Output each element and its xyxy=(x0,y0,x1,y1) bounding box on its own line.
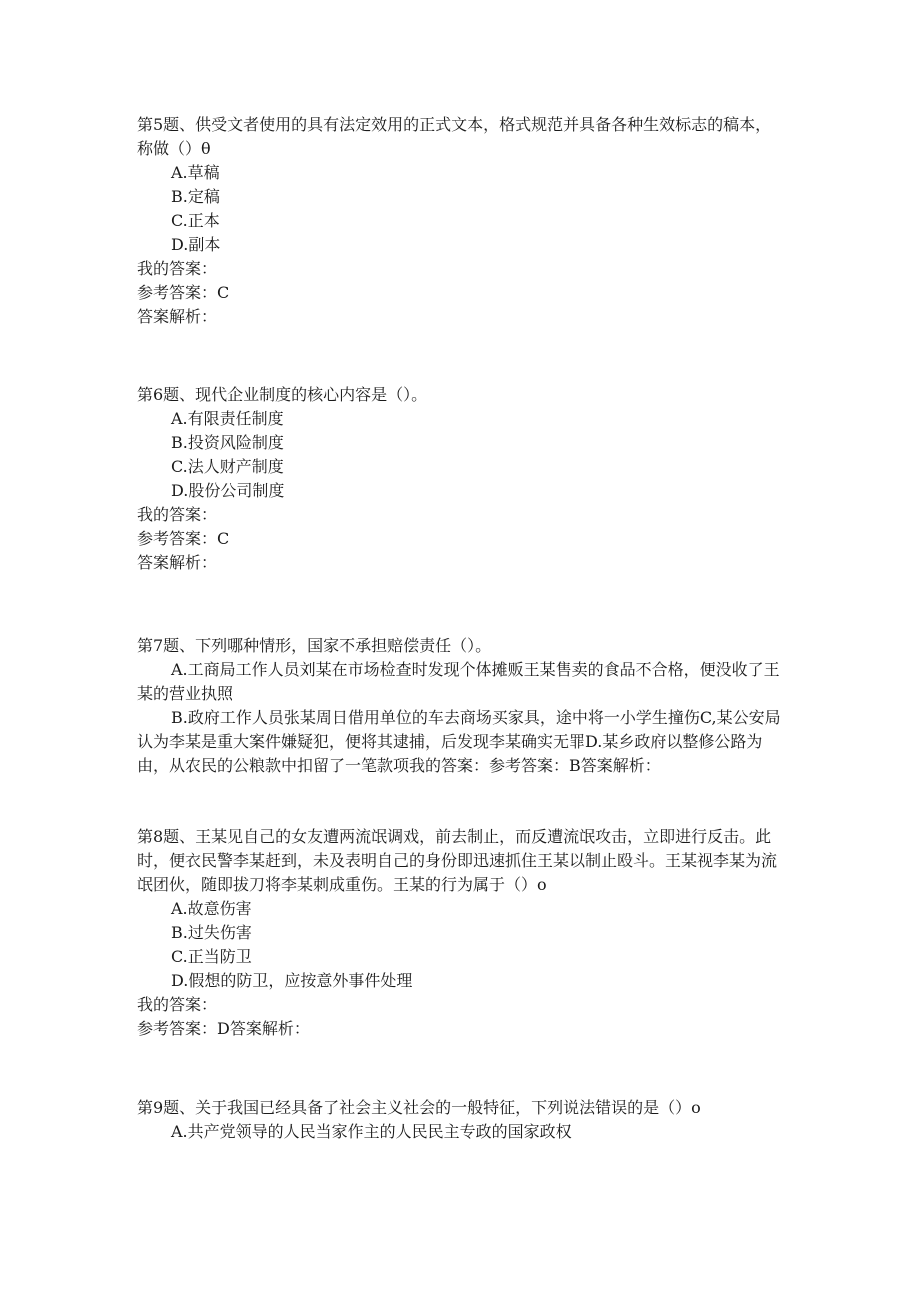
question-8 xyxy=(137,825,787,1041)
option-c: C.正当防卫 xyxy=(171,947,252,966)
question-stem: 第8题、王某见自己的女友遭两流氓调戏，前去制止，而反遭流氓攻击，立即进行反击。此时，便衣民警李某赶到，未及表明自己的身份即迅速抓住王某以制止殴斗。王某视李某为流氓团伙，随即拔刀将李某刺成重伤。王某的行为属于（）o xyxy=(137,827,778,894)
question-stem: 第6题、现代企业制度的核心内容是（）。 xyxy=(137,385,428,404)
option-b-paragraph: B.政府工作人员张某周日借用单位的车去商场买家具，途中将一小学生撞伤C,某公安局认为李某是重大案件嫌疑犯，便将其逮捕，后发现李某确实无罪D.某乡政府以整修公路为由，从农民的公粮款中扣留了一笔款项我的答案：参考答案：B答案解析： xyxy=(137,708,781,775)
reference-answer: 参考答案：C xyxy=(137,283,230,302)
answer-analysis: 答案解析： xyxy=(137,553,218,572)
option-c: C.法人财产制度 xyxy=(171,457,284,476)
reference-answer: 参考答案：C xyxy=(137,529,230,548)
option-d: D.股份公司制度 xyxy=(171,481,285,500)
option-a: A.故意伤害 xyxy=(171,899,252,918)
my-answer: 我的答案： xyxy=(137,505,218,524)
my-answer: 我的答案： xyxy=(137,995,218,1014)
question-9 xyxy=(137,1096,787,1144)
question-stem: 第9题、关于我国已经具备了社会主义社会的一般特征，下列说法错误的是（）o xyxy=(137,1098,701,1117)
option-d: D.假想的防卫，应按意外事件处理 xyxy=(171,971,413,990)
option-b: B.过失伤害 xyxy=(171,923,252,942)
question-stem: 第5题、供受文者使用的具有法定效用的正式文本，格式规范并具备各种生效标志的稿本，称做（）θ xyxy=(137,115,772,158)
option-a-paragraph: A.工商局工作人员刘某在市场检查时发现个体摊贩王某售卖的食品不合格，便没收了王某的营业执照 xyxy=(137,660,780,703)
answer-analysis: 答案解析： xyxy=(137,307,218,326)
question-7 xyxy=(137,634,787,778)
option-a: A.草稿 xyxy=(171,163,220,182)
question-6 xyxy=(137,383,787,575)
option-a: A.有限责任制度 xyxy=(171,409,284,428)
option-d: D.副本 xyxy=(171,235,221,254)
reference-answer: 参考答案：D答案解析： xyxy=(137,1019,310,1038)
option-c: C.正本 xyxy=(171,211,220,230)
question-stem: 第7题、下列哪种情形，国家不承担赔偿责任（）。 xyxy=(137,636,492,655)
option-a: A.共产党领导的人民当家作主的人民民主专政的国家政权 xyxy=(171,1122,572,1141)
option-b: B.投资风险制度 xyxy=(171,433,284,452)
question-5 xyxy=(137,113,787,329)
option-b: B.定稿 xyxy=(171,187,220,206)
my-answer: 我的答案： xyxy=(137,259,218,278)
